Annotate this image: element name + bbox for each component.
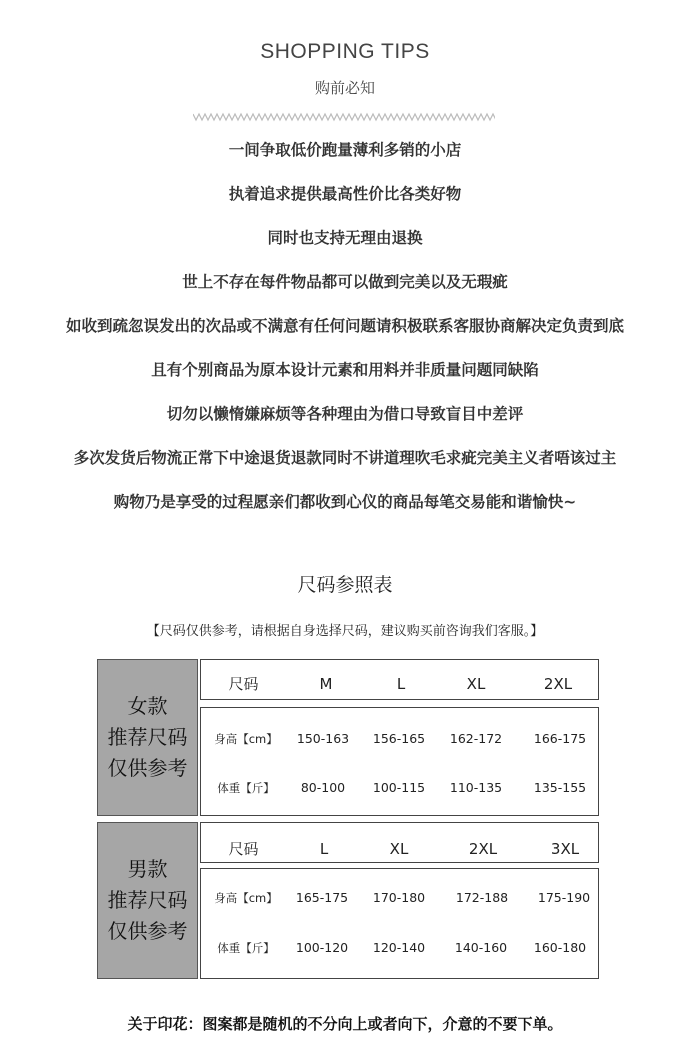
weight-cell: 160-180: [533, 940, 587, 955]
size-chart-note: 【尺码仅供参考，请根据自身选择尺码，建议购买前咨询我们客服。】: [146, 624, 544, 639]
size-cell: XL: [466, 675, 486, 693]
height-cell: 172-188: [455, 890, 509, 905]
table-row: [201, 938, 598, 958]
size-label: 尺码: [228, 840, 259, 858]
height-cell: 166-175: [533, 731, 587, 746]
weight-cell: 135-155: [533, 780, 587, 795]
women-label-box: [97, 659, 198, 816]
tip-line: 购物乃是享受的过程愿亲们都收到心仪的商品每笔交易能和谐愉快~: [113, 493, 577, 511]
weight-cell: 140-160: [454, 940, 508, 955]
height-cell: 165-175: [295, 890, 349, 905]
weight-cell: 100-120: [295, 940, 349, 955]
table-row: [201, 729, 598, 749]
height-label: 身高【cm】: [214, 891, 278, 905]
table-row: [201, 778, 598, 798]
weight-cell: 80-100: [300, 780, 346, 795]
women-size-data: [200, 707, 599, 816]
height-cell: 150-163: [296, 731, 350, 746]
men-label-line: 男款: [127, 857, 168, 881]
size-label: 尺码: [228, 675, 259, 693]
size-cell: 3XL: [550, 840, 580, 858]
size-chart-title: 尺码参照表: [297, 574, 393, 596]
women-label-line: 仅供参考: [107, 756, 188, 780]
tip-line: 同时也支持无理由退换: [267, 229, 423, 247]
weight-cell: 120-140: [372, 940, 426, 955]
men-label-box: [97, 822, 198, 979]
tip-line: 切勿以懒惰嫌麻烦等各种理由为借口导致盲目中差评: [166, 405, 524, 423]
size-cell: 2XL: [468, 840, 498, 858]
table-row: [201, 839, 598, 859]
table-row: [201, 888, 598, 908]
height-cell: 156-165: [372, 731, 426, 746]
height-cell: 162-172: [449, 731, 503, 746]
women-label-line: 推荐尺码: [107, 725, 188, 749]
tip-line: 一间争取低价跑量薄利多销的小店: [228, 141, 462, 159]
size-cell: L: [396, 675, 406, 693]
tip-line: 且有个别商品为原本设计元素和用料并非质量问题同缺陷: [151, 361, 539, 379]
height-label: 身高【cm】: [214, 732, 278, 746]
tip-line: 执着追求提供最高性价比各类好物: [228, 185, 462, 203]
height-cell: 170-180: [372, 890, 426, 905]
weight-label: 体重【斤】: [217, 941, 275, 955]
page-title-en: SHOPPING TIPS: [260, 40, 430, 63]
size-cell: L: [319, 840, 329, 858]
page-title-zh: 购前必知: [314, 79, 375, 97]
print-notice: 关于印花：图案都是随机的不分向上或者向下，介意的不要下单。: [127, 1015, 563, 1033]
shopping-tips-list: [0, 138, 690, 534]
size-cell: 2XL: [543, 675, 573, 693]
size-cell: M: [319, 675, 333, 693]
weight-cell: 110-135: [449, 780, 503, 795]
tip-line: 世上不存在每件物品都可以做到完美以及无瑕疵: [182, 273, 508, 291]
tip-line: 如收到疏忽误发出的次品或不满意有任何问题请积极联系客服协商解决定负责到底: [65, 317, 624, 335]
men-label-line: 仅供参考: [107, 919, 188, 943]
tip-line: 多次发货后物流正常下中途退货退款同时不讲道理吹毛求疵完美主义者唔该过主: [73, 449, 617, 467]
men-size-data: [200, 868, 599, 979]
weight-label: 体重【斤】: [217, 781, 275, 795]
women-label-line: 女款: [127, 694, 168, 718]
height-cell: 175-190: [537, 890, 591, 905]
weight-cell: 100-115: [372, 780, 426, 795]
size-cell: XL: [389, 840, 409, 858]
women-size-header: [200, 659, 599, 700]
men-size-header: [200, 822, 599, 863]
table-row: [201, 674, 598, 694]
men-label-line: 推荐尺码: [107, 888, 188, 912]
wavy-divider: [193, 112, 495, 122]
